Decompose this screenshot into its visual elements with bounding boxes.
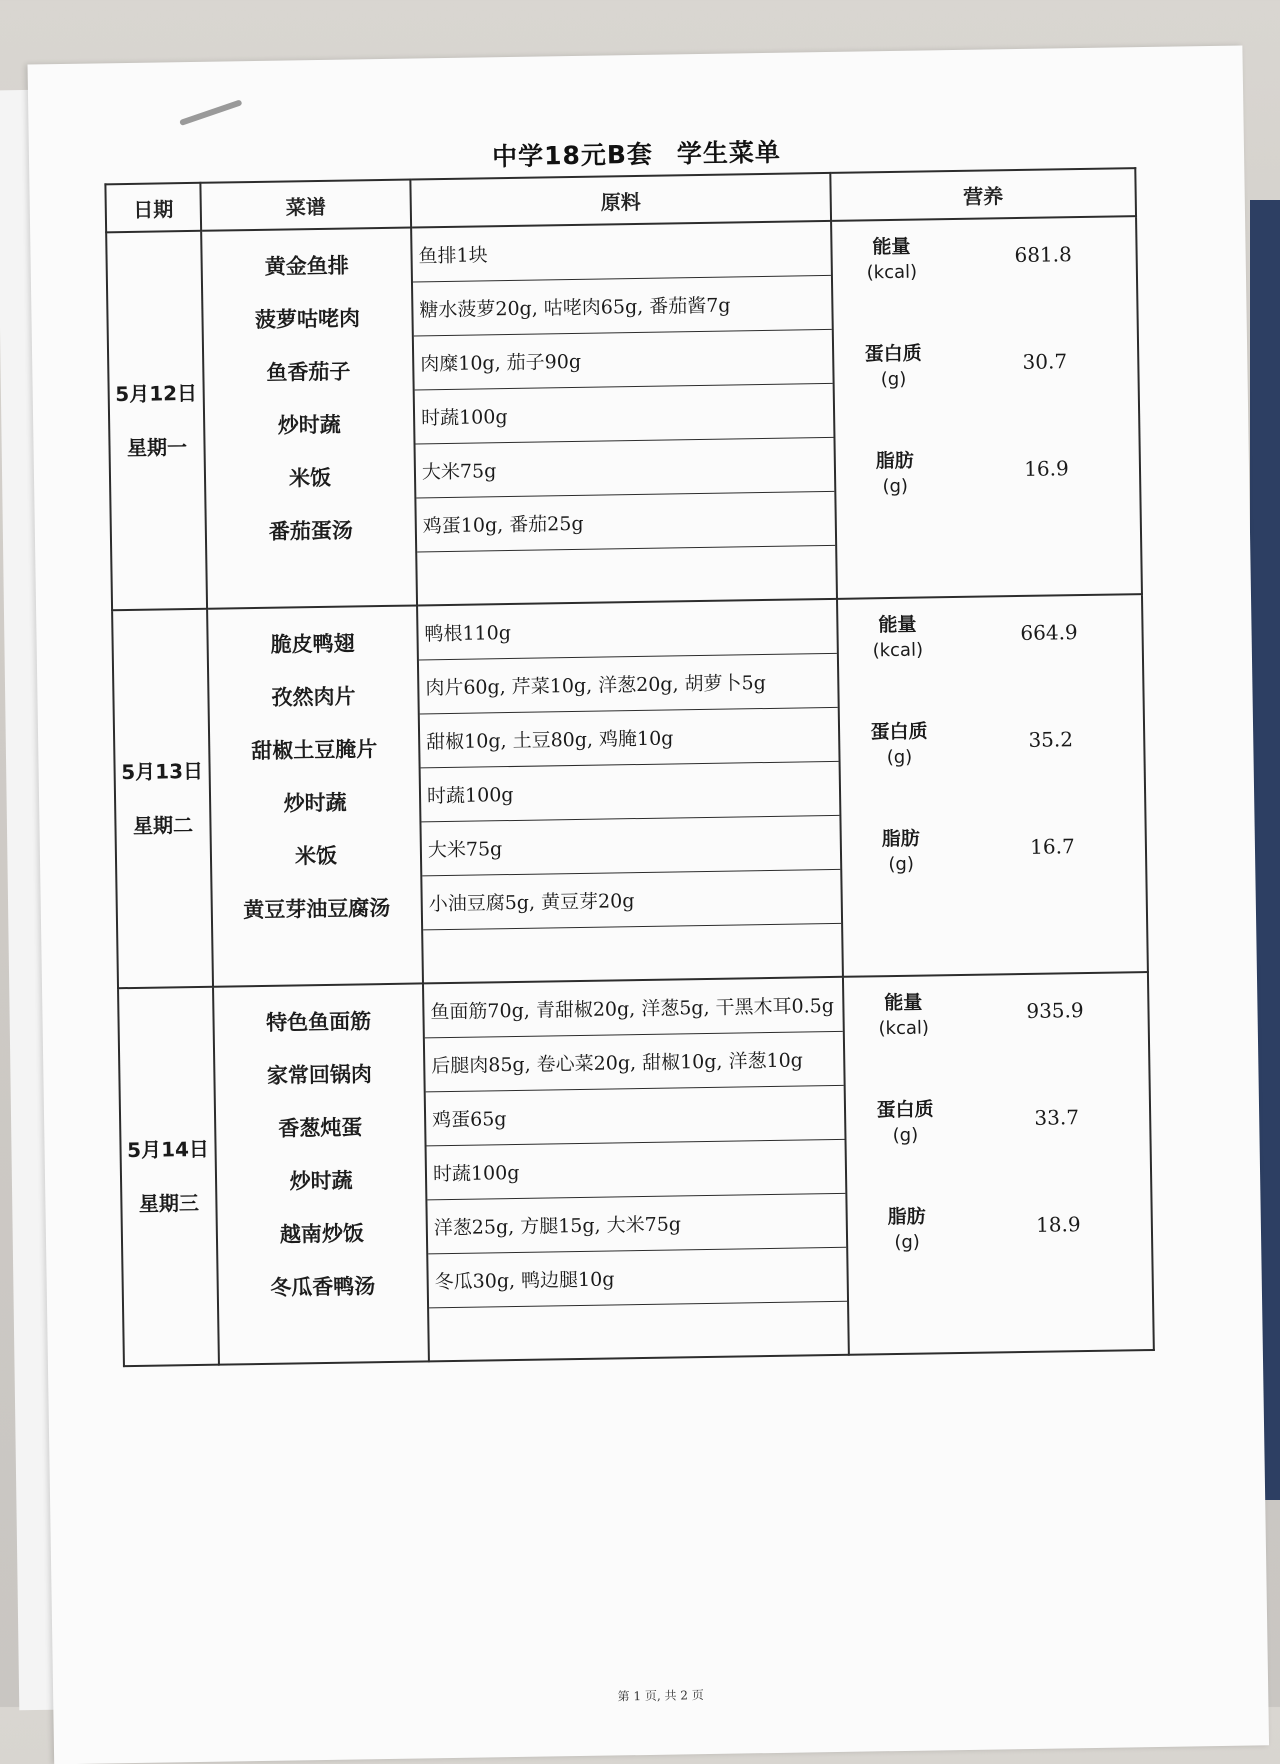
dish-ingredients: 大米75g <box>421 816 840 877</box>
day-date-cell <box>112 609 213 988</box>
nutrition-item <box>838 609 1143 721</box>
day-date: 5月12日 <box>115 380 198 407</box>
dish-name: 冬瓜香鸭汤 <box>270 1273 376 1300</box>
dish-name: 黄豆芽油豆腐汤 <box>243 895 391 922</box>
header-date: 日期 <box>105 183 201 232</box>
dish-ingredients: 时蔬100g <box>415 384 834 445</box>
nutrition-name: 蛋白质 <box>876 1098 934 1122</box>
nutrition-name: 蛋白质 <box>870 720 928 744</box>
day-row <box>112 594 1148 988</box>
nutrition-item <box>846 1094 1151 1206</box>
page-footer: 第 1 页, 共 2 页 <box>617 1688 704 1704</box>
nutrition-name: 能量 <box>872 235 911 259</box>
header-ingredients: 原料 <box>410 173 831 228</box>
dish-name: 特色鱼面筋 <box>265 1008 372 1035</box>
nutrition-cell <box>831 216 1142 599</box>
dish-cell <box>201 228 417 609</box>
nutrition-name: 脂肪 <box>881 827 920 851</box>
nutrition-unit: (kcal) <box>878 1017 930 1040</box>
dish-name: 甜椒土豆腌片 <box>251 736 378 763</box>
nutrition-item <box>832 231 1137 343</box>
dish-ingredients: 洋葱25g, 方腿15g, 大米75g <box>427 1194 846 1255</box>
nutrition-item <box>834 338 1139 450</box>
dish-ingredients: 鸡蛋10g, 番茄25g <box>416 492 835 553</box>
nutrition-label <box>840 719 959 771</box>
dish-name: 孜然肉片 <box>271 683 356 710</box>
nutrition-value: 664.9 <box>1020 620 1078 645</box>
nutrition-label <box>832 234 951 286</box>
dish-name: 鱼香茄子 <box>266 358 351 385</box>
dish-name: 炒时蔬 <box>289 1168 353 1194</box>
dish-name: 黄金鱼排 <box>264 253 349 279</box>
dish-name: 菠萝咕咾肉 <box>254 305 361 332</box>
header-nutrition: 营养 <box>830 168 1136 221</box>
nutrition-unit: (kcal) <box>866 261 918 284</box>
dish-ingredients: 时蔬100g <box>427 1140 846 1201</box>
nutrition-value: 33.7 <box>1034 1105 1080 1130</box>
nutrition-item <box>848 1201 1153 1313</box>
nutrition-name: 能量 <box>884 991 923 1015</box>
nutrition-label <box>846 1097 965 1149</box>
nutrition-name: 能量 <box>878 613 917 637</box>
title-student-menu: 学生菜单 <box>676 137 782 169</box>
dish-ingredients: 肉片60g, 芹菜10g, 洋葱20g, 胡萝卜5g <box>419 654 838 715</box>
dish-name: 番茄蛋汤 <box>268 517 354 544</box>
nutrition-value: 30.7 <box>1022 349 1068 374</box>
nutrition-unit: (g) <box>886 746 913 769</box>
dish-ingredients: 甜椒10g, 土豆80g, 鸡腌10g <box>420 708 839 769</box>
ingredients-cell <box>411 221 837 606</box>
dish-name: 炒时蔬 <box>277 412 341 438</box>
nutrition-item <box>844 987 1149 1099</box>
header-dish: 菜谱 <box>200 180 411 231</box>
dish-name: 炒时蔬 <box>283 790 347 816</box>
nutrition-label <box>836 448 955 500</box>
dish-ingredients: 冬瓜30g, 鸭边腿10g <box>428 1248 847 1309</box>
dish-ingredients: 时蔬100g <box>421 762 840 823</box>
nutrition-item <box>840 716 1145 828</box>
day-date: 5月14日 <box>127 1136 210 1163</box>
dish-cell <box>207 605 423 986</box>
dish-ingredients: 后腿肉85g, 卷心菜20g, 甜椒10g, 洋葱10g <box>425 1032 844 1093</box>
nutrition-label <box>848 1204 967 1256</box>
dish-ingredients: 鸭根110g <box>418 600 837 661</box>
menu-sheet <box>28 45 1270 1764</box>
nutrition-label <box>844 990 963 1042</box>
dish-ingredients: 鱼排1块 <box>412 222 831 283</box>
dish-ingredients: 鱼面筋70g, 青甜椒20g, 洋葱5g, 干黑木耳0.5g <box>424 978 843 1039</box>
nutrition-cell <box>843 972 1154 1355</box>
dish-cell <box>213 983 429 1364</box>
dish-name: 米饭 <box>288 465 332 490</box>
nutrition-name: 脂肪 <box>887 1205 926 1229</box>
menu-body <box>106 216 1154 1366</box>
day-date: 5月13日 <box>121 758 204 785</box>
dish-ingredients: 糖水菠萝20g, 咕咾肉65g, 番茄酱7g <box>413 276 832 337</box>
dish-ingredients: 大米75g <box>416 438 835 499</box>
dish-name: 家常回锅肉 <box>266 1061 373 1088</box>
nutrition-value: 18.9 <box>1035 1212 1081 1237</box>
dish-name: 脆皮鸭翅 <box>270 630 355 657</box>
nutrition-name: 蛋白质 <box>864 342 922 366</box>
dish-ingredients: 小油豆腐5g, 黄豆芽20g <box>422 870 841 931</box>
day-weekday: 星期二 <box>132 813 194 838</box>
dish-ingredients: 肉糜10g, 茄子90g <box>414 330 833 391</box>
day-date-cell <box>118 987 219 1366</box>
nutrition-value: 16.7 <box>1029 834 1075 859</box>
nutrition-unit: (g) <box>880 368 907 391</box>
nutrition-label <box>834 341 953 393</box>
nutrition-value: 35.2 <box>1028 727 1074 752</box>
nutrition-item <box>842 823 1147 935</box>
nutrition-unit: (g) <box>888 853 915 876</box>
dish-ingredients: 鸡蛋65g <box>426 1086 845 1147</box>
title-menu-set: 中学18元B套 <box>491 139 654 172</box>
day-date-cell <box>106 231 207 610</box>
nutrition-cell <box>837 594 1148 977</box>
paper-clip <box>179 99 242 126</box>
nutrition-value: 16.9 <box>1024 456 1069 481</box>
dish-name: 越南炒饭 <box>279 1220 365 1247</box>
nutrition-unit: (g) <box>892 1124 919 1147</box>
ingredients-empty-row <box>423 924 842 983</box>
dish-name: 米饭 <box>294 843 338 868</box>
ingredients-cell <box>423 977 849 1362</box>
nutrition-label <box>838 612 957 664</box>
day-row <box>106 216 1142 610</box>
nutrition-unit: (g) <box>894 1231 921 1254</box>
nutrition-item <box>836 445 1141 557</box>
nutrition-label <box>842 826 961 878</box>
nutrition-unit: (kcal) <box>872 639 924 662</box>
nutrition-name: 脂肪 <box>875 449 915 473</box>
ingredients-cell <box>417 599 843 984</box>
ingredients-empty-row <box>417 546 836 605</box>
nutrition-value: 681.8 <box>1014 242 1072 268</box>
day-row <box>118 972 1154 1366</box>
nutrition-value: 935.9 <box>1026 998 1084 1023</box>
day-weekday: 星期三 <box>138 1190 200 1216</box>
day-weekday: 星期一 <box>126 435 188 461</box>
ingredients-empty-row <box>429 1302 848 1361</box>
nutrition-unit: (g) <box>882 475 909 498</box>
dish-name: 香葱炖蛋 <box>278 1114 363 1141</box>
menu-table <box>104 167 1154 1367</box>
